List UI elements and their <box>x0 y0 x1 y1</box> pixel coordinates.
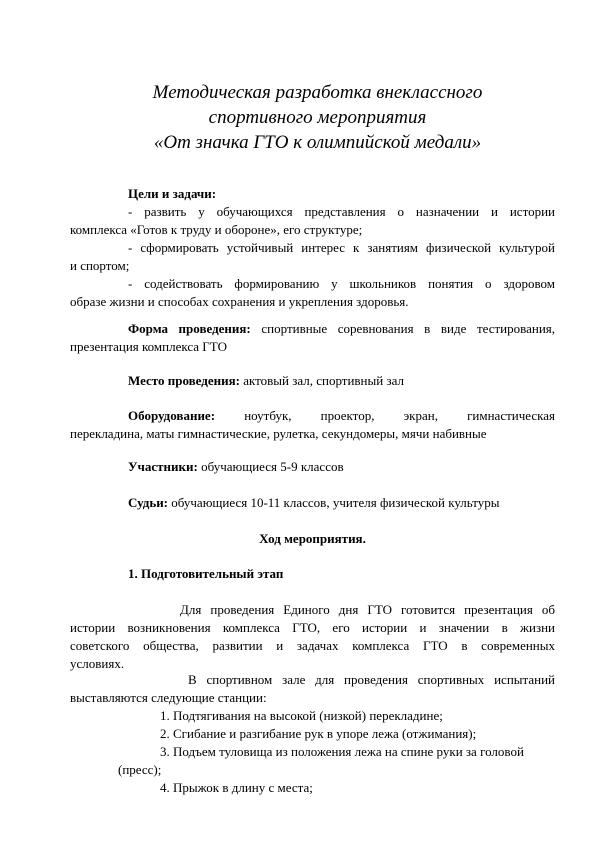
stage1-paragraph-2 <box>70 671 555 707</box>
participants-label: Участники: <box>128 459 198 474</box>
stage1-p1-line-3: советского общества, развитии и задачах комплекса ГТО в современных <box>70 638 555 653</box>
form-section <box>70 320 555 356</box>
title-line-1: Методическая разработка внеклассного <box>152 82 483 103</box>
title-line-2: спортивного мероприятия <box>208 107 427 128</box>
form-label: Форма проведения: <box>128 321 251 336</box>
equipment-text-line-1: ноутбук, проектор, экран, гимнастическая <box>244 408 555 423</box>
equipment-text-line-2: перекладина, маты гимнастические, рулетка, секундомеры, мячи набивные <box>70 426 487 441</box>
stage1-p1-line-4: условиях. <box>70 656 125 671</box>
goal-2-line-2: и спортом; <box>70 258 130 273</box>
stage1-paragraph-1 <box>70 601 555 673</box>
form-text-line-1: спортивные соревнования в виде тестирования, <box>261 321 556 336</box>
station-1: 1. Подтягивания на высокой (низкой) перекладине; <box>160 708 443 723</box>
stage1-p2-line-2: выставляются следующие станции: <box>70 690 267 705</box>
judges-section <box>70 494 555 512</box>
stage1-heading: 1. Подготовительный этап <box>128 566 284 581</box>
participants-text: обучающиеся 5-9 классов <box>201 459 344 474</box>
goal-3-line-2: образе жизни и способах сохранения и укрепления здоровья. <box>70 294 409 309</box>
stage1-p1-line-2: истории возникновения комплекса ГТО, его истории и значении в жизни <box>70 620 555 635</box>
course-heading: Ход мероприятия. <box>259 531 366 546</box>
place-section <box>70 372 555 390</box>
goal-1-line-1: - развить у обучающихся представления о назначении и истории <box>128 204 555 219</box>
equipment-label: Оборудование: <box>128 408 216 423</box>
document-title <box>60 80 575 155</box>
title-line-3: «От значка ГТО к олимпийской медали» <box>153 132 482 153</box>
station-3-line-1: 3. Подъем туловища из положения лежа на спине руки за головой <box>160 744 524 759</box>
stage1-p1-line-1: Для проведения Единого дня ГТО готовится презентация об <box>180 602 555 617</box>
stage1-section <box>70 565 555 583</box>
station-2: 2. Сгибание и разгибание рук в упоре лежа (отжимания); <box>160 726 477 741</box>
participants-section <box>70 458 555 476</box>
station-4: 4. Прыжок в длину с места; <box>160 780 313 795</box>
goal-1-line-2: комплекса «Готов к труду и обороне», его структуре; <box>70 222 363 237</box>
place-text: актовый зал, спортивный зал <box>243 373 404 388</box>
goals-label: Цели и задачи: <box>128 186 217 201</box>
judges-text: обучающиеся 10-11 классов, учителя физической культуры <box>171 495 500 510</box>
goal-2-line-1: - сформировать устойчивый интерес к занятиям физической культурой <box>128 240 555 255</box>
place-label: Место проведения: <box>128 373 240 388</box>
stage1-p2-line-1: В спортивном зале для проведения спортивных испытаний <box>188 672 555 687</box>
goals-section <box>70 185 555 311</box>
form-text-line-2: презентация комплекса ГТО <box>70 339 227 354</box>
equipment-section <box>70 407 555 443</box>
judges-label: Судьи: <box>128 495 169 510</box>
goal-3-line-1: - содействовать формированию у школьников понятия о здоровом <box>128 276 555 291</box>
station-3-line-2: (пресс); <box>118 762 162 777</box>
